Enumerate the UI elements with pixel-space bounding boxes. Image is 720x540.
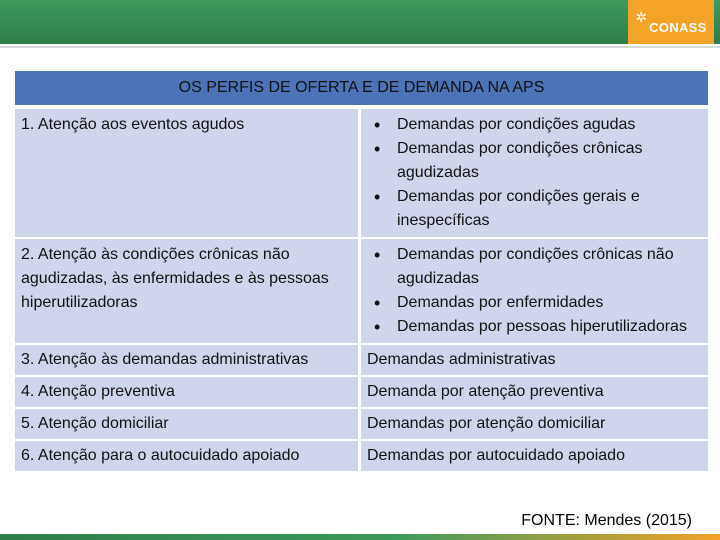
table-row bbox=[15, 239, 708, 343]
table-row bbox=[15, 441, 708, 471]
demand-cell bbox=[361, 239, 708, 343]
source-citation: FONTE: Mendes (2015) bbox=[521, 512, 692, 529]
demand-item: • Demandas por condições gerais e inespecíficas bbox=[367, 185, 702, 233]
profile-cell: 6. Atenção para o autocuidado apoiado bbox=[15, 441, 361, 471]
profile-cell: 3. Atenção às demandas administrativas bbox=[15, 345, 361, 375]
demand-cell: Demandas por autocuidado apoiado bbox=[361, 441, 708, 471]
header-divider bbox=[0, 46, 720, 48]
table-row bbox=[15, 377, 708, 407]
demand-cell: Demanda por atenção preventiva bbox=[361, 377, 708, 407]
profile-cell: 2. Atenção às condições crônicas não agudizadas, às enfermidades e às pessoas hiperutilizadoras bbox=[15, 239, 361, 343]
demand-list bbox=[367, 243, 702, 339]
profiles-table bbox=[15, 69, 708, 473]
demand-item: • Demandas por condições crônicas não agudizadas bbox=[367, 243, 702, 291]
demand-cell: Demandas por atenção domiciliar bbox=[361, 409, 708, 439]
table-row bbox=[15, 409, 708, 439]
header-bar bbox=[0, 0, 720, 44]
table-row bbox=[15, 109, 708, 237]
table-row bbox=[15, 345, 708, 375]
profile-cell: 1. Atenção aos eventos agudos bbox=[15, 109, 361, 237]
demand-item: • Demandas por condições agudas bbox=[367, 113, 702, 137]
demand-item: • Demandas por enfermidades bbox=[367, 291, 702, 315]
demand-cell bbox=[361, 109, 708, 237]
profile-cell: 4. Atenção preventiva bbox=[15, 377, 361, 407]
demand-item: • Demandas por pessoas hiperutilizadoras bbox=[367, 315, 702, 339]
profile-cell: 5. Atenção domiciliar bbox=[15, 409, 361, 439]
demand-list bbox=[367, 113, 702, 233]
demand-item: • Demandas por condições crônicas agudizadas bbox=[367, 137, 702, 185]
table-title: OS PERFIS DE OFERTA E DE DEMANDA NA APS bbox=[15, 71, 708, 107]
demand-cell: Demandas administrativas bbox=[361, 345, 708, 375]
footer-bar bbox=[0, 534, 720, 540]
conass-logo-mark-icon: ✲ bbox=[635, 8, 648, 25]
conass-logo-text: CONASS bbox=[649, 19, 707, 35]
conass-logo bbox=[628, 0, 714, 44]
